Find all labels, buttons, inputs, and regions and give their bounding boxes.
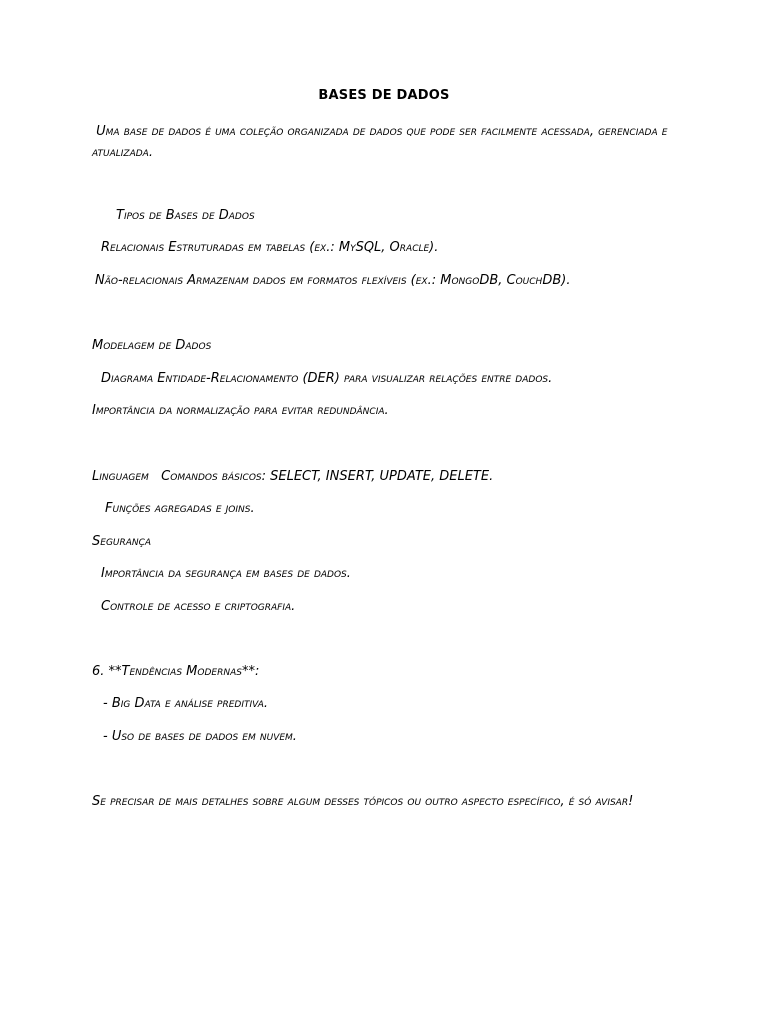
- intro-paragraph: Uma base de dados é uma coleção organizada de dados que pode ser facilmente acessada, gerenciada e atualizada.: [92, 124, 672, 160]
- seguranca-heading: Segurança: [92, 534, 152, 549]
- modelagem-heading: Modelagem de Dados: [92, 338, 212, 353]
- tipos-nao-relacionais: Não-relacionais Armazenam dados em formatos flexíveis (ex.: MongoDB, CouchDB).: [95, 273, 571, 288]
- modelagem-diagrama: Diagrama Entidade-Relacionamento (DER) para visualizar relações entre dados.: [101, 371, 553, 386]
- tendencias-nuvem: - Uso de bases de dados em nuvem.: [103, 729, 297, 744]
- tipos-relacionais: Relacionais Estruturadas em tabelas (ex.: MySQL, Oracle).: [101, 240, 439, 255]
- tipos-heading: Tipos de Bases de Dados: [116, 208, 255, 223]
- linguagem-funcoes: Funções agregadas e joins.: [105, 501, 255, 516]
- tendencias-heading: 6. **Tendências Modernas**:: [92, 664, 260, 679]
- linguagem-line: Linguagem Comandos básicos: SELECT, INSERT, UPDATE, DELETE.: [92, 469, 494, 484]
- seguranca-controle: Controle de acesso e criptografia.: [101, 599, 296, 614]
- tendencias-big-data: - Big Data e análise preditiva.: [103, 696, 268, 711]
- closing-paragraph: Se precisar de mais detalhes sobre algum desses tópicos ou outro aspecto específico, é só avisar!: [92, 794, 634, 809]
- document-title: BASES DE DADOS: [318, 88, 450, 103]
- seguranca-importancia: Importância da segurança em bases de dados.: [101, 566, 351, 581]
- modelagem-normalizacao: Importância da normalização para evitar redundância.: [92, 403, 389, 418]
